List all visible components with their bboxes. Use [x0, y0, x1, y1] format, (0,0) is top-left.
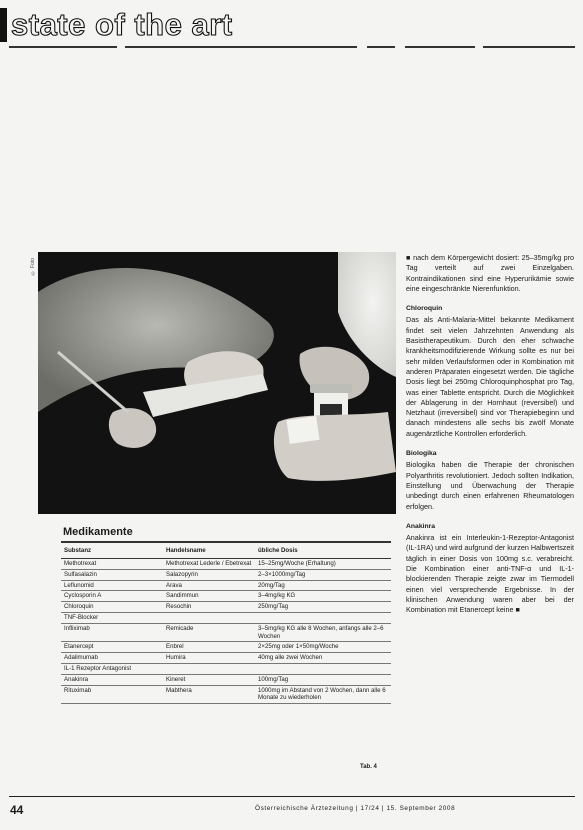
table-body [61, 559, 391, 704]
brand-cell: Enbrel [163, 642, 255, 653]
brand-cell: Sandimmun [163, 591, 255, 602]
table-row [61, 602, 391, 613]
photo-illustration [38, 252, 396, 514]
section-heading-chloroquin: Chloroquin [406, 305, 443, 313]
dose-cell: 3–5mg/kg KG alle 8 Wochen, anfangs alle 2–6 Wochen [255, 623, 391, 642]
dose-cell: 250mg/Tag [255, 602, 391, 613]
table-row [61, 623, 391, 642]
table-title: Medikamente [63, 526, 133, 538]
substance-cell: Chloroquin [61, 602, 163, 613]
table-row [61, 685, 391, 704]
dose-cell: 20mg/Tag [255, 580, 391, 591]
masthead-bar [0, 8, 7, 42]
table-row [61, 674, 391, 685]
section-text-anakinra [406, 533, 574, 615]
brand-cell [163, 612, 255, 623]
section-heading-biologika: Biologika [406, 450, 437, 458]
brand-cell: Kineret [163, 674, 255, 685]
continue-marker-icon: ■ [515, 605, 520, 615]
column-header: Handelsname [163, 546, 255, 559]
substance-cell: Methotrexat [61, 559, 163, 570]
header-rule [9, 46, 575, 49]
article-intro [406, 253, 574, 294]
paragraph-marker-icon: ■ [406, 253, 411, 262]
dose-cell: 2–3×1000mg/Tag [255, 569, 391, 580]
column-header: Substanz [61, 546, 163, 559]
table-header-row [61, 546, 391, 559]
table-row [61, 559, 391, 570]
substance-cell: IL-1 Rezeptor Antagonist [61, 663, 163, 674]
brand-cell: Humira [163, 653, 255, 664]
table-label: Tab. 4 [360, 764, 377, 770]
substance-cell: Adalimumab [61, 653, 163, 664]
intro-text: nach dem Körpergewicht dosiert: 25–35mg/kg pro Tag verteilt auf zwei Einzelgaben. Kontraindikationen sind eine Hyperurikämie sowie eine eingeschränkte Nierenfunktion. [406, 253, 574, 293]
dose-cell: 2×25mg oder 1×50mg/Woche [255, 642, 391, 653]
table-row [61, 580, 391, 591]
section-text-chloroquin: Das als Anti-Malaria-Mittel bekannte Medikament findet seit vielen Jahrzehnten Anwendung als Basistherapeutikum. Durch den eher schwache krankheitsmodifizierende Wirkung sollte es nur bei sehr milden Verlaufsformen oder in Kombination mit anderen Präparaten eingesetzt werden. Die tägliche Dosis liegt bei 250mg Chloroquinphosphat pro Tag, was einer Tablette entspricht. Durch die Möglichkeit der Ablagerung in der Hornhaut (reversibel) und Netzhaut (irreversibel) sind vor Therapiebeginn und danach mindestens alle sechs bis zwölf Monate augenärztliche Kontrollen erforderlich. [406, 315, 574, 438]
brand-cell: Methotrexat Lederle / Ebetrexat [163, 559, 255, 570]
footer-publication: Österreichische Ärztezeitung | 17/24 | 15. September 2008 [255, 805, 456, 812]
dose-cell [255, 663, 391, 674]
article-column [406, 253, 574, 616]
dose-cell: 1000mg im Abstand von 2 Wochen, dann alle 6 Monate zu wiederholen [255, 685, 391, 704]
substance-cell: Cyclosporin A [61, 591, 163, 602]
page-number: 44 [10, 803, 24, 817]
table-row [61, 642, 391, 653]
section-heading-anakinra: Anakinra [406, 522, 436, 530]
dose-cell: 40mg alle zwei Wochen [255, 653, 391, 664]
table-top-rule [61, 541, 391, 543]
section-text-biologika: Biologika haben die Therapie der chronischen Polyarthritis revolutioniert. Jedoch sollten Indikation, Einstellung und Überwachung der Therapie unbedingt durch einen erfahrenen Rheumatologen erfolgen. [406, 460, 574, 511]
masthead-title: state of the art [11, 7, 233, 42]
article-photo [38, 252, 396, 514]
dose-cell: 100mg/Tag [255, 674, 391, 685]
footer-rule [9, 796, 575, 797]
medication-table [61, 546, 391, 704]
column-header: übliche Dosis [255, 546, 391, 559]
brand-cell [163, 663, 255, 674]
brand-cell: Salazopyrin [163, 569, 255, 580]
substance-cell: Etanercept [61, 642, 163, 653]
substance-cell: Sulfasalazin [61, 569, 163, 580]
brand-cell: Resochin [163, 602, 255, 613]
table-row [61, 663, 391, 674]
substance-cell: Leflunomid [61, 580, 163, 591]
brand-cell: Arava [163, 580, 255, 591]
table-row [61, 569, 391, 580]
dose-cell: 15–25mg/Woche (Erhaltung) [255, 559, 391, 570]
table-row [61, 653, 391, 664]
substance-cell: Infliximab [61, 623, 163, 642]
photo-credit: © Foto [30, 258, 36, 276]
dose-cell: 3–4mg/kg KG [255, 591, 391, 602]
table-row [61, 591, 391, 602]
brand-cell: Remicade [163, 623, 255, 642]
table-row [61, 612, 391, 623]
dose-cell [255, 612, 391, 623]
substance-cell: Rituximab [61, 685, 163, 704]
anakinra-text: Anakinra ist ein Interleukin-1-Rezeptor-Antagonist (IL-1RA) und wird aufgrund der kurzen Halbwertszeit täglich in einer Dosis von 100mg s.c. verabreicht. Die Kombination einer anti-TNF-α und IL-1-blockierenden Therapie zeigte zwar im Tiermodell einen viel versprechende Ergebnisse. In der klinischen Anwendung waren aber bei der Kombination mit Etanercept keine [406, 533, 574, 615]
substance-cell: TNF-Blocker [61, 612, 163, 623]
substance-cell: Anakinra [61, 674, 163, 685]
brand-cell: Mabthera [163, 685, 255, 704]
